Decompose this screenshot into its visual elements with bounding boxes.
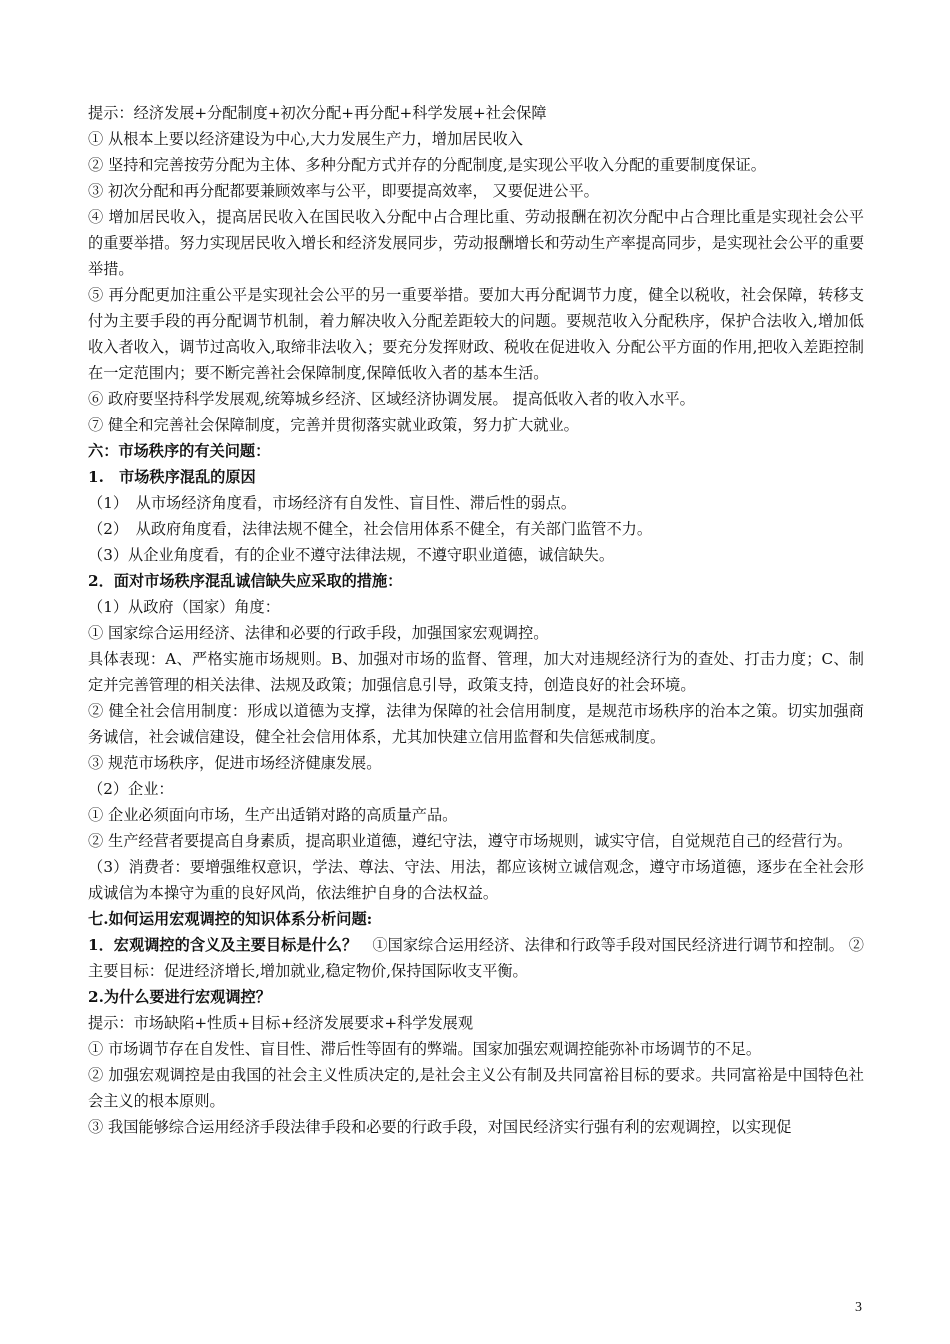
paragraph: ① 国家综合运用经济、法律和必要的行政手段，加强国家宏观调控。 (88, 624, 549, 642)
paragraph: （2） 从政府角度看，法律法规不健全，社会信用体系不健全，有关部门监管不力。 (88, 520, 653, 538)
paragraph: ⑥ 政府要坚持科学发展观,统筹城乡经济、区域经济协调发展。 提高低收入者的收入水平。 (88, 390, 695, 408)
paragraph: （3）从企业角度看，有的企业不遵守法律法规，不遵守职业道德，诚信缺失。 (88, 546, 615, 564)
paragraph: ② 健全社会信用制度：形成以道德为支撑，法律为保障的社会信用制度，是规范市场秩序的治本之策。切实加强商务诚信，社会诚信建设，健全社会信用体系，尤其加快建立信用监督和失信惩戒制度。 (88, 702, 864, 746)
paragraph: （2）企业： (88, 780, 174, 798)
answer-text: ①国家综合运用经济、法律和行政等手段对国民经济进行调节和控制。 ②主要目标：促进经济增长,增加就业,稳定物价,保持国际收支平衡。 (88, 936, 864, 980)
paragraph: ② 加强宏观调控是由我国的社会主义性质决定的,是社会主义公有制及共同富裕目标的要求。共同富裕是中国特色社会主义的根本原则。 (88, 1066, 864, 1110)
paragraph: ① 市场调节存在自发性、盲目性、滞后性等固有的弊端。国家加强宏观调控能弥补市场调节的不足。 (88, 1040, 762, 1058)
paragraph: ③ 我国能够综合运用经济手段法律手段和必要的行政手段，对国民经济实行强有利的宏观调控，以实现促 (88, 1118, 792, 1136)
paragraph: ③ 初次分配和再分配都要兼顾效率与公平，即要提高效率， 又要促进公平。 (88, 182, 599, 200)
paragraph: ③ 规范市场秩序，促进市场经济健康发展。 (88, 754, 382, 772)
paragraph: ⑦ 健全和完善社会保障制度，完善并贯彻落实就业政策，努力扩大就业。 (88, 416, 579, 434)
subsection-heading: 2．面对市场秩序混乱诚信缺失应采取的措施： (88, 572, 403, 590)
paragraph: （1） 从市场经济角度看，市场经济有自发性、盲目性、滞后性的弱点。 (88, 494, 577, 512)
paragraph: 具体表现：A、严格实施市场规则。B、加强对市场的监督、管理，加大对违规经济行为的查处、打击力度；C、制定并完善管理的相关法律、法规及政策；加强信息引导，政策支持，创造良好的社会环境。 (88, 650, 864, 694)
subsection-heading: 1. 市场秩序混乱的原因 (88, 468, 256, 486)
section-heading: 七.如何运用宏观调控的知识体系分析问题: (88, 910, 373, 928)
paragraph: ② 生产经营者要提高自身素质，提高职业道德，遵纪守法，遵守市场规则，诚实守信，自觉规范自己的经营行为。 (88, 832, 853, 850)
paragraph: ④ 增加居民收入，提高居民收入在国民收入分配中占合理比重、劳动报酬在初次分配中占合理比重是实现社会公平的重要举措。努力实现居民收入增长和经济发展同步，劳动报酬增长和劳动生产率提高同步，是实现社会公平的重要举措。 (88, 208, 864, 278)
page-number: 3 (855, 1300, 862, 1315)
paragraph: ⑤ 再分配更加注重公平是实现社会公平的另一重要举措。要加大再分配调节力度，健全以税收，社会保障，转移支付为主要手段的再分配调节机制，着力解决收入分配差距较大的问题。要规范收入分配秩序，保护合法收入,增加低收入者收入，调节过高收入,取缔非法收入；要充分发挥财政、税收在促进收入 分配公平方面的作用,把收入差距控制在一定范围内；要不断完善社会保障制度,保障低收入者的基本生活。 (88, 286, 864, 382)
paragraph: ① 从根本上要以经济建设为中心,大力发展生产力，增加居民收入 (88, 130, 523, 148)
section-heading: 六：市场秩序的有关问题： (88, 442, 271, 460)
paragraph (88, 932, 864, 984)
paragraph: （1）从政府（国家）角度： (88, 598, 280, 616)
question-text: 1．宏观调控的含义及主要目标是什么？ (88, 936, 358, 954)
paragraph: （3）消费者：要增强维权意识，学法、尊法、守法、用法，都应该树立诚信观念，遵守市场道德，逐步在全社会形成诚信为本操守为重的良好风尚，依法维护自身的合法权益。 (88, 858, 864, 902)
hint-line: 提示：经济发展+分配制度+初次分配+再分配+科学发展+社会保障 (88, 104, 547, 122)
subsection-heading: 2.为什么要进行宏观调控？ (88, 988, 271, 1006)
paragraph: ② 坚持和完善按劳分配为主体、多种分配方式并存的分配制度,是实现公平收入分配的重要制度保证。 (88, 156, 766, 174)
hint-line: 提示：市场缺陷+性质+目标+经济发展要求+科学发展观 (88, 1014, 474, 1032)
document-page (88, 100, 864, 1140)
paragraph: ① 企业必须面向市场，生产出适销对路的高质量产品。 (88, 806, 458, 824)
